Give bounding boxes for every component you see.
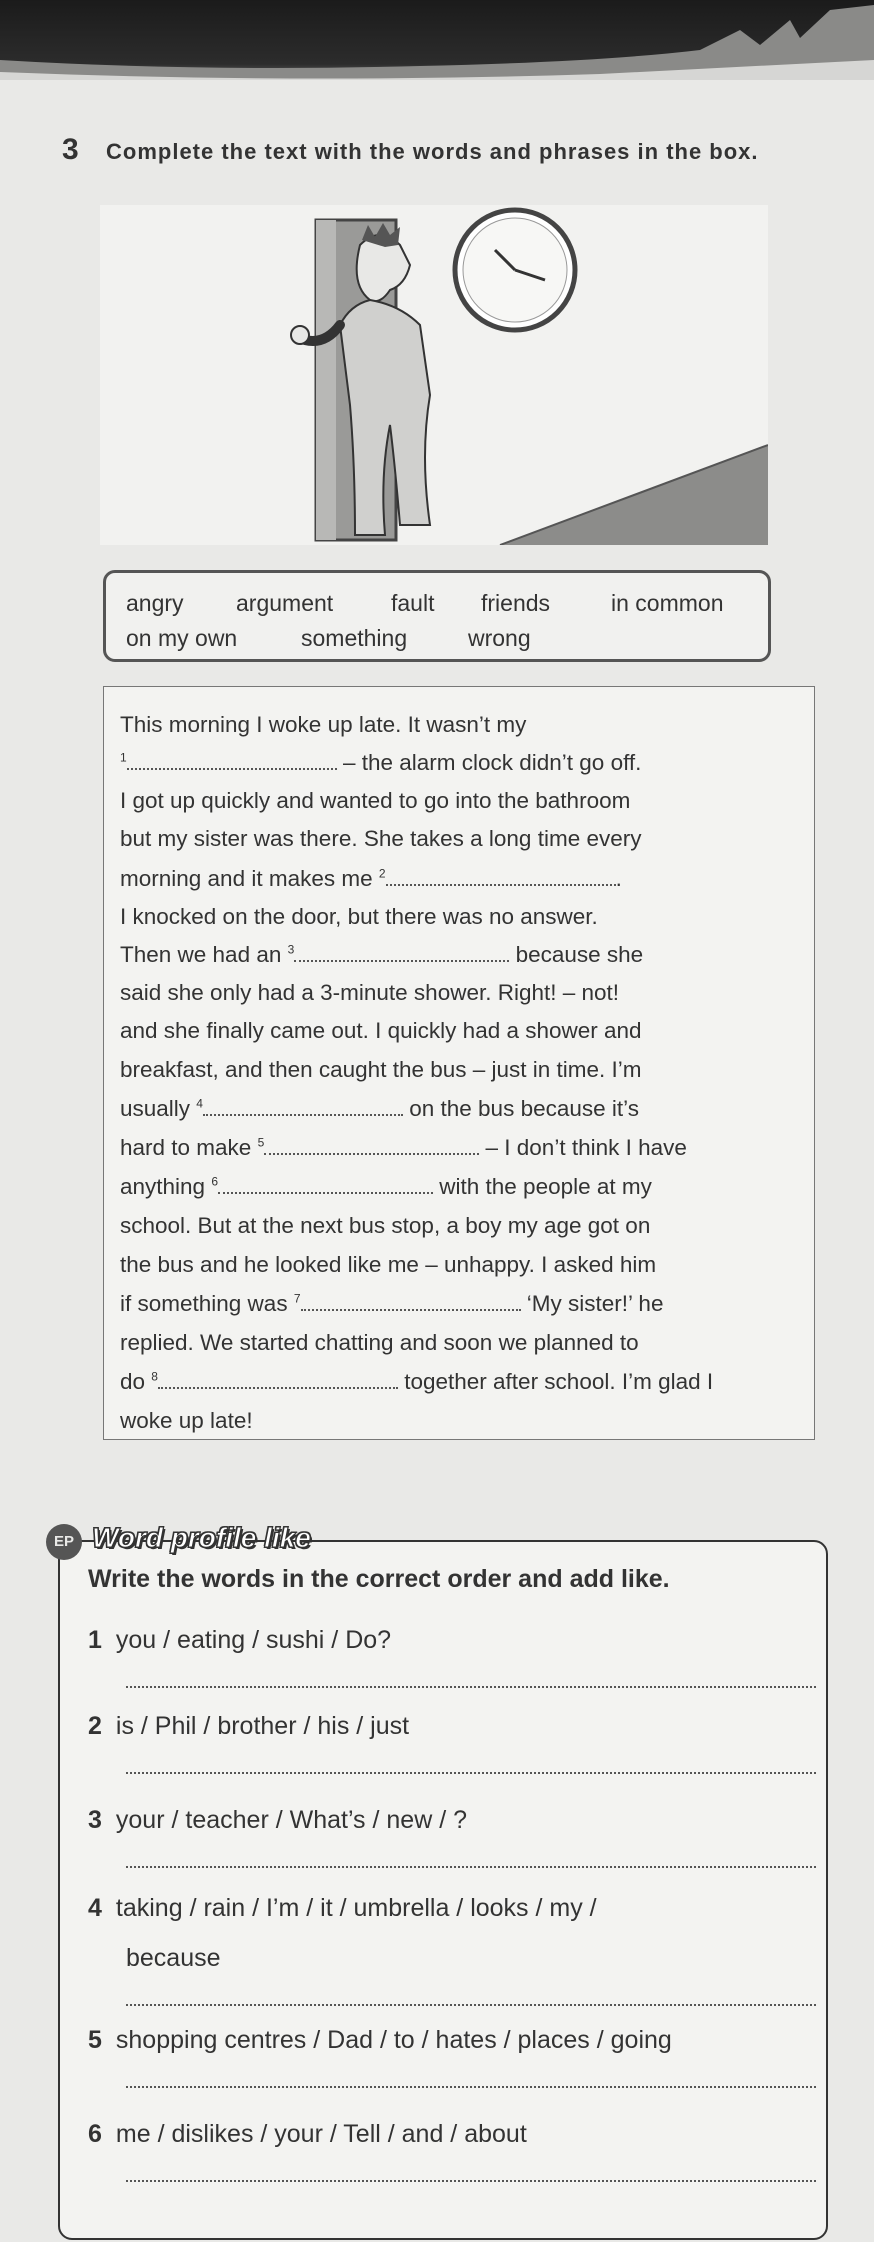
text-line-segment: because she [509, 942, 644, 967]
item-prompt: taking / rain / I’m / it / umbrella / looks / my / [115, 1894, 597, 1922]
text-line-segment: with the people at my [433, 1174, 652, 1199]
item-prompt: shopping centres / Dad / to / hates / places / going [115, 2026, 672, 2054]
gap-number: 5 [257, 1135, 265, 1150]
text-line [120, 980, 619, 1006]
text-line [120, 1057, 642, 1083]
text-line-segment: . [615, 866, 622, 891]
gap-blank-5[interactable] [264, 1137, 479, 1155]
word-box-item: on my own [126, 625, 238, 651]
text-line-segment: Then we had an [120, 942, 288, 967]
text-line [120, 904, 598, 930]
item-number: 6 [88, 2120, 102, 2148]
gap-number: 1 [120, 750, 127, 765]
exercise-number: 3 [62, 133, 79, 166]
word-profile-item-5 [88, 2026, 672, 2055]
text-line [120, 826, 641, 852]
gap-number: 2 [378, 866, 386, 881]
binding-shadow-shape [0, 0, 874, 80]
text-line-segment: – I don’t think I have [479, 1135, 687, 1160]
answer-line-4[interactable] [126, 2004, 816, 2006]
item-number: 1 [88, 1626, 102, 1654]
text-line-segment: I got up quickly and wanted to go into the bathroom [120, 788, 631, 813]
word-box-item: in common [611, 590, 724, 616]
text-line [120, 1174, 652, 1200]
text-line-segment: and she finally came out. I quickly had a shower and [120, 1018, 642, 1043]
text-line-segment: hard to make [120, 1135, 258, 1160]
gap-number: 8 [151, 1369, 158, 1384]
text-line-segment: ‘My sister!’ he [520, 1291, 664, 1316]
text-line [120, 942, 643, 968]
text-line-segment: This morning I woke up late. It wasn’t my [120, 712, 527, 737]
answer-line-2[interactable] [126, 1772, 816, 1774]
text-line [120, 1369, 713, 1395]
text-line-segment: together after school. I’m glad I [397, 1369, 714, 1394]
text-line [120, 750, 641, 776]
answer-line-1[interactable] [126, 1686, 816, 1688]
text-line [120, 712, 526, 738]
text-line-segment: anything [120, 1174, 212, 1199]
gap-number: 3 [287, 942, 295, 957]
text-line [120, 1408, 253, 1434]
illustration [100, 205, 768, 545]
word-profile-title: Word profile like [92, 1522, 311, 1553]
ep-badge: EP [46, 1524, 82, 1560]
text-line-segment: usually [120, 1096, 197, 1121]
gap-blank-2[interactable] [386, 868, 616, 886]
item-number: 4 [88, 1894, 102, 1922]
exercise-instruction: Complete the text with the words and phrases in the box. [106, 139, 759, 164]
boy-knocking-on-door-image [100, 205, 768, 545]
answer-line-3[interactable] [126, 1866, 816, 1868]
text-line-segment: if something was [120, 1291, 294, 1316]
word-box-item: friends [481, 590, 551, 616]
gap-blank-4[interactable] [203, 1098, 403, 1116]
word-profile-item-6 [88, 2120, 527, 2149]
item-prompt: your / teacher / What’s / new / ? [115, 1806, 467, 1834]
word-profile-item-2 [88, 1712, 409, 1741]
text-line [120, 1213, 650, 1239]
text-line [120, 1330, 639, 1356]
text-line-segment: school. But at the next bus stop, a boy my age got on [120, 1213, 651, 1238]
text-line [120, 1096, 639, 1122]
text-line-segment: said she only had a 3-minute shower. Right! – not! [120, 980, 620, 1005]
item-number: 3 [88, 1806, 102, 1834]
word-profile-item-3 [88, 1806, 467, 1835]
gap-number: 6 [211, 1174, 219, 1189]
item-prompt-continued: because [126, 1944, 221, 1972]
item-prompt: is / Phil / brother / his / just [115, 1712, 410, 1740]
text-line-segment: replied. We started chatting and soon we planned to [120, 1330, 639, 1355]
text-line-segment: breakfast, and then caught the bus – just in time. I’m [120, 1057, 642, 1082]
gap-blank-7[interactable] [301, 1293, 521, 1311]
text-line-segment: on the bus because it’s [402, 1096, 639, 1121]
text-line-segment: morning and it makes me [120, 866, 379, 891]
gap-blank-3[interactable] [294, 944, 509, 962]
text-line-segment: I knocked on the door, but there was no answer. [120, 904, 598, 929]
word-profile-item-1 [88, 1626, 391, 1655]
text-line-segment: – the alarm clock didn’t go off. [336, 750, 642, 775]
word-box-item: argument [236, 590, 334, 616]
answer-line-6[interactable] [126, 2180, 816, 2182]
word-box [103, 570, 771, 662]
text-line [120, 788, 630, 814]
answer-line-5[interactable] [126, 2086, 816, 2088]
gap-blank-8[interactable] [158, 1371, 398, 1389]
word-box-item: wrong [468, 625, 531, 651]
gap-number: 4 [196, 1096, 203, 1111]
item-prompt: you / eating / sushi / Do? [115, 1626, 392, 1654]
gap-blank-1[interactable] [127, 752, 337, 770]
word-box-item: angry [126, 590, 184, 616]
word-profile-item-4 [88, 1894, 597, 1923]
text-line [120, 866, 622, 892]
gap-number: 7 [293, 1291, 301, 1306]
word-box-item: something [301, 625, 408, 651]
text-line-segment: woke up late! [120, 1408, 253, 1433]
gap-blank-6[interactable] [218, 1176, 433, 1194]
item-number: 5 [88, 2026, 102, 2054]
page-top-shadow [0, 0, 874, 80]
text-line-segment: do [120, 1369, 152, 1394]
item-prompt: me / dislikes / your / Tell / and / about [115, 2120, 527, 2148]
word-profile-instruction: Write the words in the correct order and add like. [88, 1565, 670, 1593]
text-line-segment: but my sister was there. She takes a long time every [120, 826, 642, 851]
text-line-segment: the bus and he looked like me – unhappy. I asked him [120, 1252, 657, 1277]
text-line [120, 1291, 663, 1317]
word-box-item: fault [391, 590, 435, 616]
text-line [120, 1135, 687, 1161]
text-line [120, 1018, 642, 1044]
text-line [120, 1252, 656, 1278]
item-number: 2 [88, 1712, 102, 1740]
